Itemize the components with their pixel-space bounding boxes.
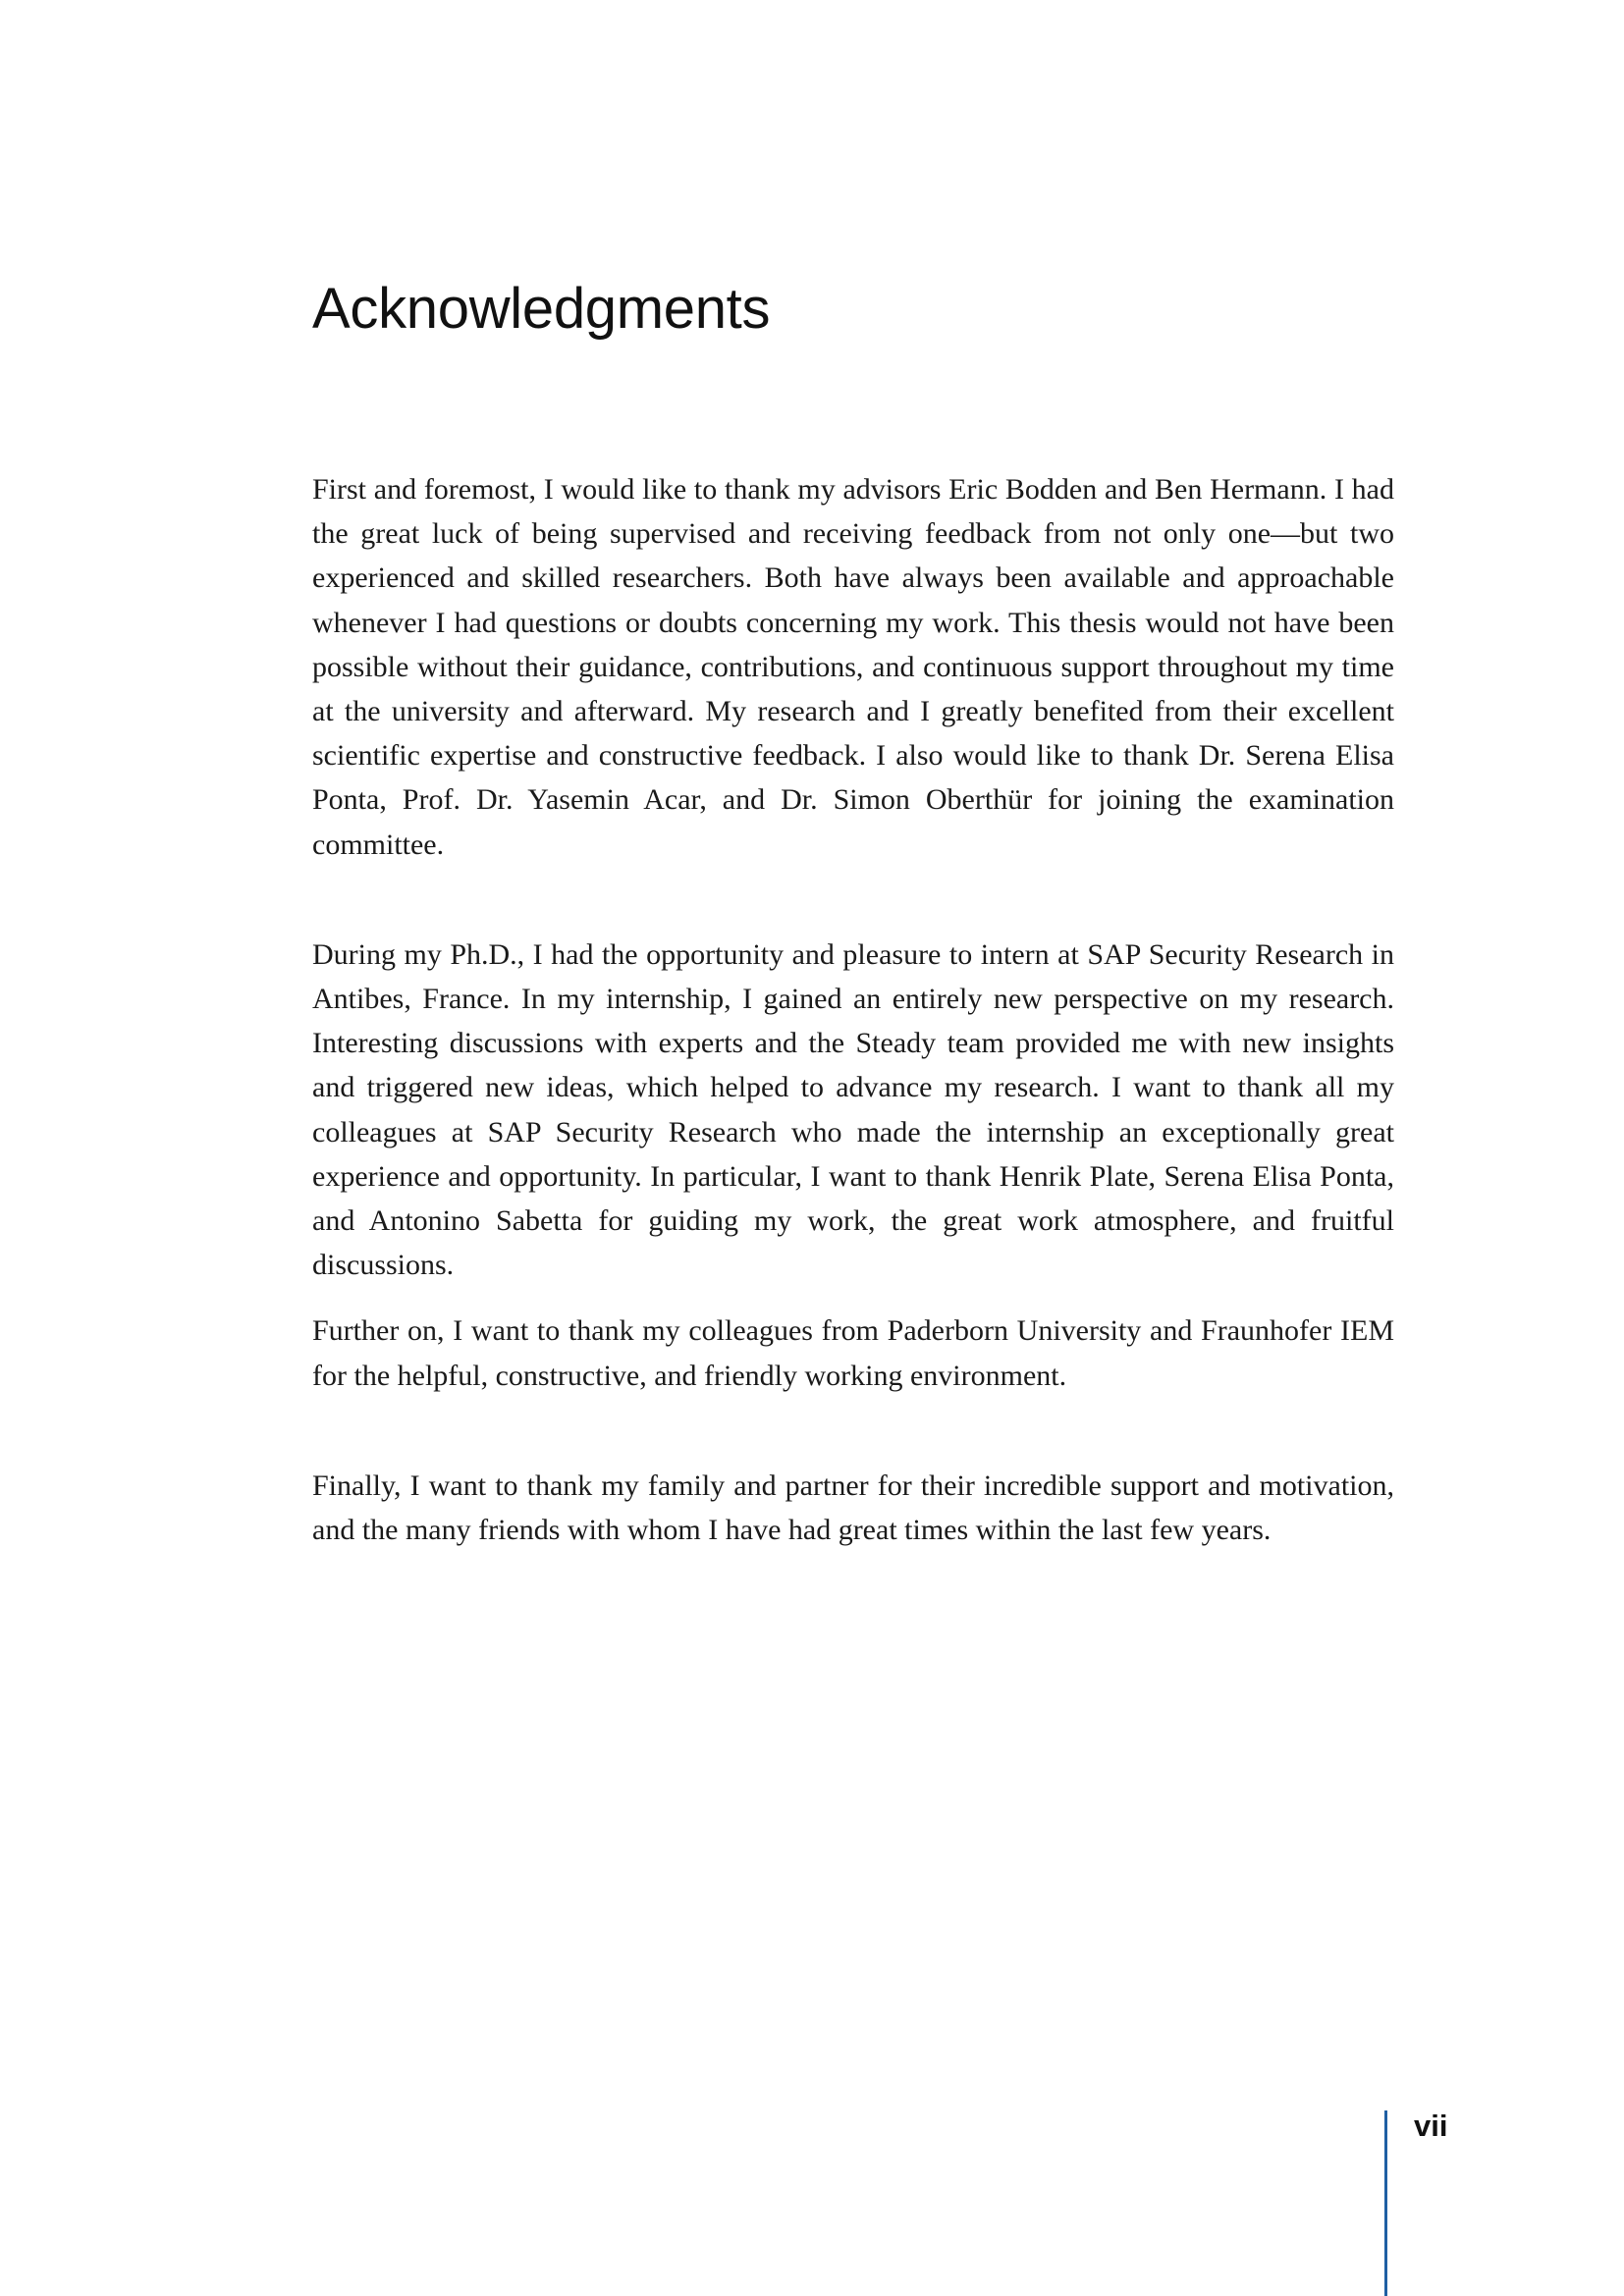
acknowledgments-body xyxy=(312,467,1394,1552)
page-margin-rule xyxy=(1384,2110,1387,2296)
paragraph-internship: During my Ph.D., I had the opportunity and pleasure to intern at SAP Security Research in Antibes, France. In my internship, I gained an entirely new perspective on my research. Interesting discussions with experts and the Steady team provided me with new insights and triggered new ideas, which helped to advance my research. I want to thank all my colleagues at SAP Security Research who made the internship an exceptionally great experience and opportunity. In particular, I want to thank Henrik Plate, Serena Elisa Ponta, and Antonino Sabetta for guiding my work, the great work atmosphere, and fruitful discussions. xyxy=(312,937,1394,1282)
page-number: vii xyxy=(1414,2109,1448,2143)
chapter-title: Acknowledgments xyxy=(312,277,771,341)
paragraph-advisors: First and foremost, I would like to thank my advisors Eric Bodden and Ben Hermann. I had the great luck of being supervised and receiving feedback from not only one—but two experienced and skilled researchers. Both have always been available and approachable whenever I had questions or doubts concerning my work. This thesis would not have been possible without their guidance, contributions, and continuous support throughout my time at the university and afterward. My research and I greatly benefited from their excellent scientific expertise and constructive feedback. I also would like to thank Dr. Serena Elisa Ponta, Prof. Dr. Yasemin Acar, and Dr. Simon Oberthür for joining the examination committee. xyxy=(312,473,1394,861)
paragraph-colleagues: Further on, I want to thank my colleagues from Paderborn University and Fraunhofer IEM for the helpful, constructive, and friendly working environment. xyxy=(312,1314,1394,1392)
paragraph-family: Finally, I want to thank my family and partner for their incredible support and motivation, and the many friends with whom I have had great times within the last few years. xyxy=(312,1468,1394,1547)
